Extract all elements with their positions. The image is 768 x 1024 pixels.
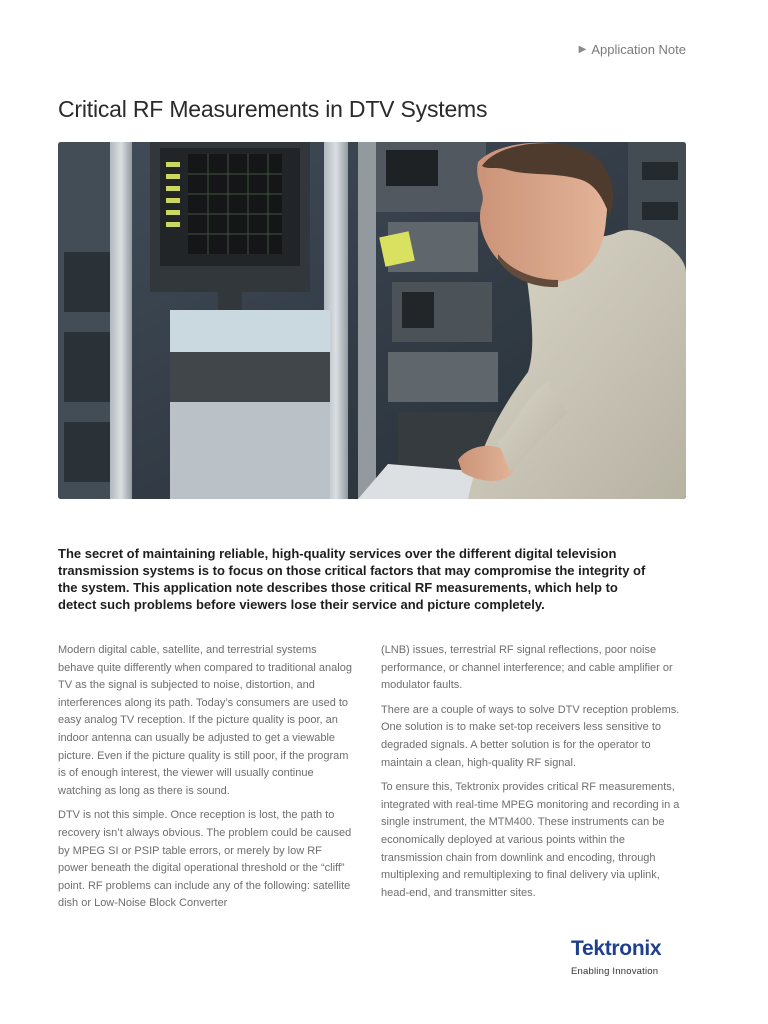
hero-photo — [58, 142, 686, 499]
document-type-text: Application Note — [591, 42, 686, 57]
body-paragraph: Modern digital cable, satellite, and terrestrial systems behave quite differently when compared to traditional analog TV as the signal is subjected to noise, distortion, and interferences along its path. Today’s consumers are used to easy analog TV reception. If the picture quality is poor, an indoor antenna can usually be adjusted to get a viewable picture. Even if the picture quality is still poor, if the program is of enough interest, the viewer will usually continue watching as long as there is sound. — [58, 644, 352, 797]
body-paragraph: There are a couple of ways to solve DTV reception problems. One solution is to make set-top receivers less sensitive to degraded signals. A better solution is for the operator to maintain a clean, high-quality RF signal. — [381, 703, 680, 769]
document-type-label — [579, 42, 686, 57]
brand-tagline: Enabling Innovation — [571, 966, 659, 977]
brand-wordmark: Tektronix — [571, 937, 662, 960]
lead-paragraph: The secret of maintaining reliable, high-quality services over the different digital television transmission systems is to focus on those critical factors that may compromise the integrity of the system. This application note describes those critical RF measurements, which help to detect such problems before viewers lose their service and picture completely. — [58, 546, 646, 612]
body-paragraph: (LNB) issues, terrestrial RF signal reflections, poor noise performance, or channel interference; and cable amplifier or modulator faults. — [381, 644, 673, 692]
body-column-left — [58, 642, 354, 920]
tektronix-logo — [571, 938, 691, 977]
body-column-right — [381, 642, 686, 909]
triangle-bullet-icon: ▶ — [578, 44, 587, 55]
page-title: Critical RF Measurements in DTV Systems — [58, 96, 488, 122]
body-paragraph: DTV is not this simple. Once reception is lost, the path to recovery isn’t always obvious. The problem could be caused by MPEG SI or PSIP table errors, or merely by low RF power beneath the digital operational threshold or the “cliff” point. RF problems can include any of the following: satellite dish or Low-Noise Block Converter — [58, 809, 352, 910]
body-paragraph: To ensure this, Tektronix provides critical RF measurements, integrated with real-time MPEG monitoring and recording in a single instrument, the MTM400. These instruments can be economically deployed at various points within the transmission chain from downlink and encoding, through multiplexing and remultiplexing to final delivery via uplink, head-end, and transmitter sites. — [381, 781, 680, 899]
